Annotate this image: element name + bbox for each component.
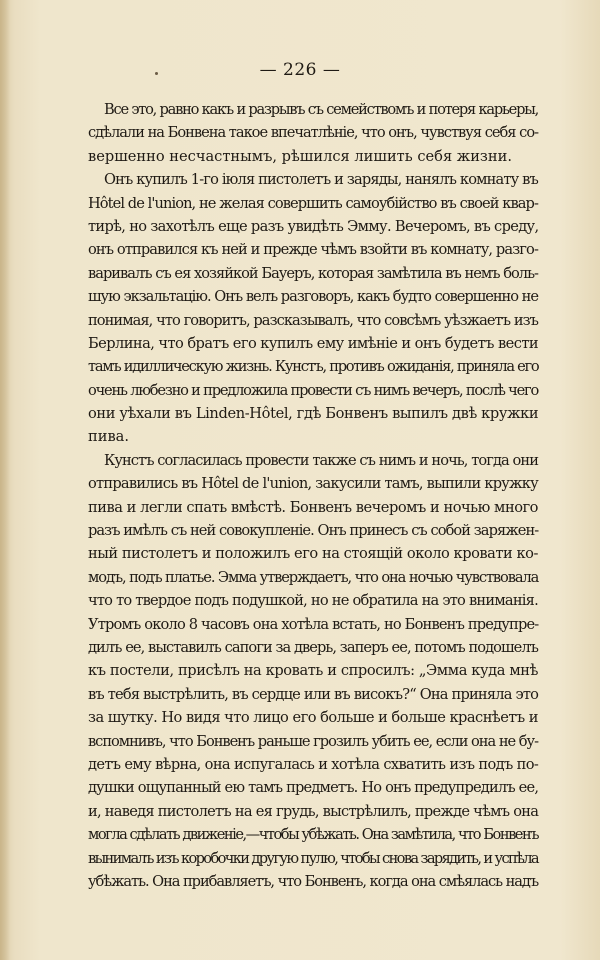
text-line: могла сдѣлать движеніе,—чтобы убѣжать. Она замѣтила, что Бонвенъ xyxy=(88,826,538,844)
text-line: модъ, подъ платье. Эмма утверждаетъ, что она ночью чувствовала xyxy=(88,568,539,586)
text-line: шую экзальтацію. Онъ велъ разговоръ, какъ будто совершенно не xyxy=(88,288,538,306)
text-line: Утромъ около 8 часовъ она хотѣла встать, но Бонвенъ предупре- xyxy=(88,615,539,633)
text-line: вспомнивъ, что Бонвенъ раньше грозилъ убить ее, если она не бу- xyxy=(88,732,538,750)
text-line: Hôtel de l'union, не желая совершить самоубійство въ своей квар- xyxy=(88,194,538,212)
text-line: понимая, что говоритъ, разсказывалъ, что совсѣмъ уѣзжаетъ изъ xyxy=(88,311,538,329)
text-line: отправились въ Hôtel de l'union, закусили тамъ, выпили кружку xyxy=(88,475,538,493)
text-line: детъ ему вѣрна, она испугалась и хотѣла схватить изъ подъ по- xyxy=(88,755,539,773)
text-line: варивалъ съ ея хозяйкой Бауеръ, которая замѣтила въ немъ боль- xyxy=(88,264,538,282)
text-line: вынималъ изъ коробочки другую пулю, чтобы снова зарядить, и успѣла xyxy=(88,849,538,867)
text-line: за шутку. Но видя что лицо его больше и больше краснѣетъ и xyxy=(88,709,538,727)
text-line: Все это, равно какъ и разрывъ съ семействомъ и потеря карьеры, xyxy=(104,101,538,118)
text-line: ный пистолетъ и положилъ его на стоящій около кровати ко- xyxy=(88,545,538,563)
text-line: въ тебя выстрѣлить, въ сердце или въ високъ?“ Она приняла это xyxy=(88,685,539,703)
text-line: что то твердое подъ подушкой, но не обратила на это вниманія. xyxy=(88,592,538,610)
text-line: тамъ идиллическую жизнь. Кунстъ, противъ ожиданія, приняла его xyxy=(88,358,539,376)
text-line: тирѣ, но захотѣлъ еще разъ увидѣть Эмму. Вечеромъ, въ среду, xyxy=(88,217,539,235)
text-line: Берлина, что братъ его купилъ ему имѣніе и онъ будетъ вести xyxy=(88,334,538,352)
text-line: они уѣхали въ Linden-Hôtel, гдѣ Бонвенъ выпилъ двѣ кружки xyxy=(88,405,539,423)
text-line: убѣжать. Она прибавляетъ, что Бонвенъ, когда она смѣялась надъ xyxy=(88,872,539,890)
text-line: онъ отправился къ ней и прежде чѣмъ взойти въ комнату, разго- xyxy=(88,241,538,259)
text-line: Кунстъ согласилась провести также съ нимъ и ночь, тогда они xyxy=(104,451,538,469)
text-line: и, наведя пистолетъ на ея грудь, выстрѣлилъ, прежде чѣмъ она xyxy=(88,802,539,820)
text-line: душки ощупанный ею тамъ предметъ. Но онъ предупредилъ ее, xyxy=(88,779,539,797)
text-line: очень любезно и предложила провести съ нимъ вечеръ, послѣ чего xyxy=(88,381,539,399)
page-number: — 226 — xyxy=(259,60,341,80)
text-line: пива и легли спать вмѣстѣ. Бонвенъ вечеромъ и ночью много xyxy=(88,498,538,516)
text-line: Онъ купилъ 1-го іюля пистолетъ и заряды, нанялъ комнату въ xyxy=(104,171,538,189)
text-line: вершенно несчастнымъ, рѣшился лишить себя жизни. xyxy=(88,147,512,165)
page-body-text xyxy=(88,98,538,893)
text-line: дилъ ее, выставилъ сапоги за дверь, заперъ ее, потомъ подошелъ xyxy=(88,638,539,656)
text-line: разъ имѣлъ съ ней совокупленіе. Онъ принесъ съ собой заряжен- xyxy=(88,522,539,540)
page-spine-shadow xyxy=(0,0,10,960)
text-line: пива. xyxy=(88,428,130,446)
text-line: сдѣлали на Бонвена такое впечатлѣніе, что онъ, чувствуя себя со- xyxy=(88,124,539,142)
text-line: къ постели, присѣлъ на кровать и спросилъ: „Эмма куда мнѣ xyxy=(88,662,538,680)
